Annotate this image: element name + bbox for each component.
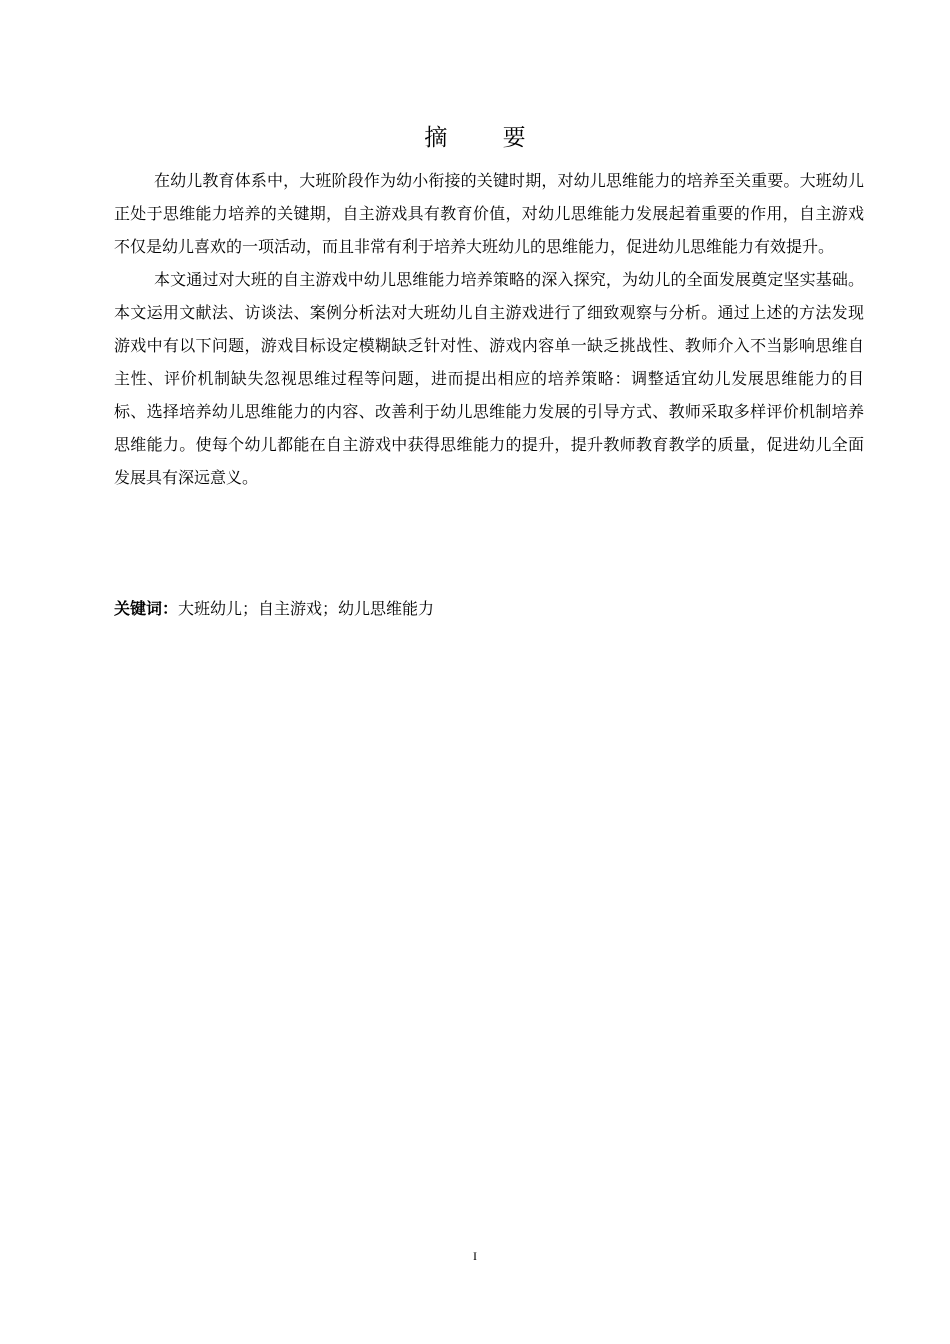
keywords-label: 关键词： xyxy=(114,599,179,618)
keywords-line xyxy=(114,595,864,623)
abstract-body xyxy=(114,164,864,494)
abstract-paragraph-1: 在幼儿教育体系中，大班阶段作为幼小衔接的关键时期，对幼儿思维能力的培养至关重要。大班幼儿正处于思维能力培养的关键期，自主游戏具有教育价值，对幼儿思维能力发展起着重要的作用，自主游戏不仅是幼儿喜欢的一项活动，而且非常有利于培养大班幼儿的思维能力，促进幼儿思维能力有效提升。 xyxy=(114,171,864,256)
keywords-value: 大班幼儿；自主游戏；幼儿思维能力 xyxy=(178,599,435,618)
page-title: 摘 要 xyxy=(424,125,550,151)
abstract-paragraph-2: 本文通过对大班的自主游戏中幼儿思维能力培养策略的深入探究，为幼儿的全面发展奠定坚实基础。本文运用文献法、访谈法、案例分析法对大班幼儿自主游戏进行了细致观察与分析。通过上述的方法发现游戏中有以下问题，游戏目标设定模糊缺乏针对性、游戏内容单一缺乏挑战性、教师介入不当影响思维自主性、评价机制缺失忽视思维过程等问题，进而提出相应的培养策略：调整适宜幼儿发展思维能力的目标、选择培养幼儿思维能力的内容、改善利于幼儿思维能力发展的引导方式、教师采取多样评价机制培养思维能力。使每个幼儿都能在自主游戏中获得思维能力的提升，提升教师教育教学的质量，促进幼儿全面发展具有深远意义。 xyxy=(114,270,864,487)
page-number: I xyxy=(473,1249,477,1263)
